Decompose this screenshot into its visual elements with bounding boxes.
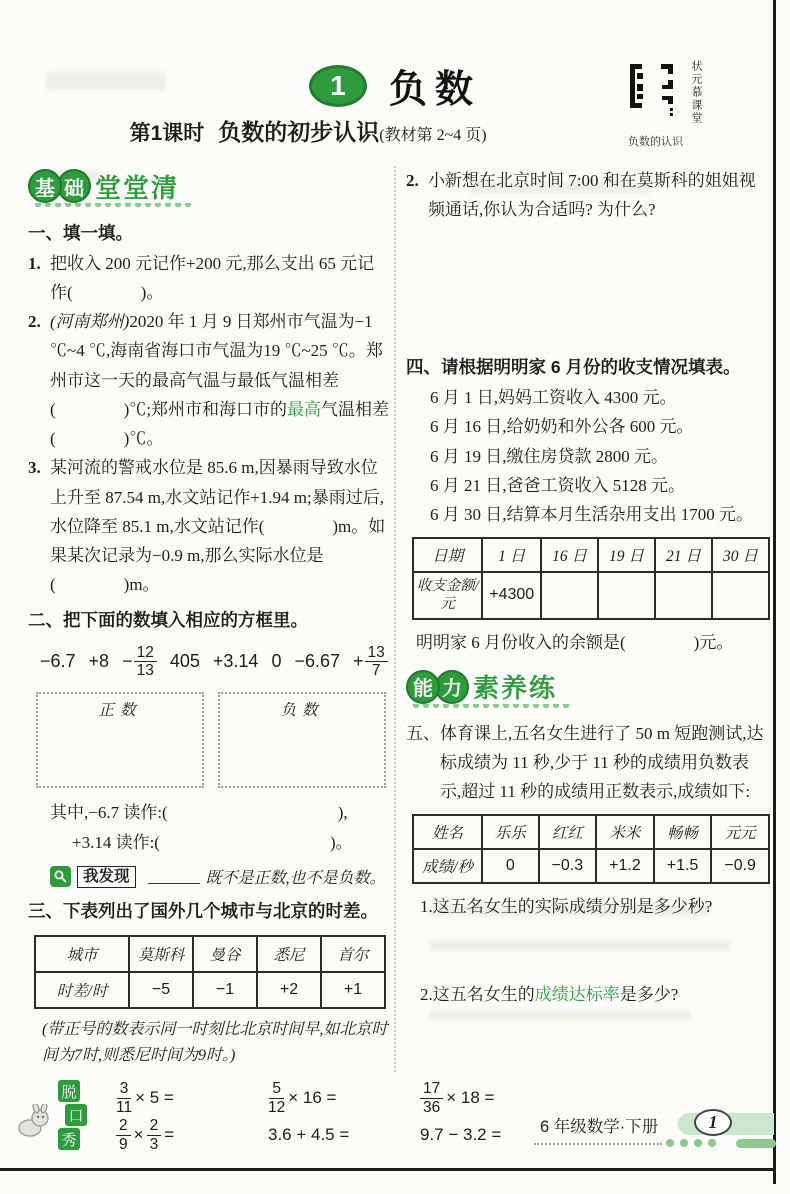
badge-circle: 能	[406, 670, 440, 704]
numerator: 3	[117, 1080, 132, 1098]
table-cell: 收支金额/元	[413, 572, 482, 618]
expression-tail: × 5 =	[135, 1088, 174, 1107]
table-row	[413, 849, 769, 883]
section-header-ability	[406, 665, 770, 709]
math-expression	[116, 1118, 268, 1152]
magnifier-icon	[50, 866, 71, 887]
answer-blank	[148, 870, 200, 884]
table-cell: 米米	[596, 815, 654, 849]
table-note: (带正号的数表示同一时刻比北京时间早,如北京时间为7时,则悉尼时间为9时。)	[42, 1020, 388, 1065]
question-text: 气温相差( )℃。	[50, 399, 390, 449]
numerator: 12	[134, 644, 157, 662]
expression-tail: × 18 =	[446, 1088, 495, 1107]
question-number: 2.	[406, 171, 419, 190]
table-cell: 姓名	[413, 815, 482, 849]
table-cell: 畅畅	[654, 815, 712, 849]
income-line: 6 月 16 日,给奶奶和外公各 600 元。	[430, 417, 694, 437]
table-cell: 红红	[539, 815, 597, 849]
table-cell: −0.9	[711, 849, 769, 883]
footer-dotted-line	[534, 1143, 662, 1145]
oral-column-1	[116, 1076, 268, 1164]
badge-circle: 基	[28, 169, 62, 203]
race-results-table	[412, 814, 770, 884]
question-1-2	[28, 307, 390, 453]
number-item-fraction	[122, 644, 157, 680]
number-item: −6.7	[40, 651, 76, 672]
table-row	[413, 538, 769, 572]
book-footer	[534, 1105, 774, 1161]
table-cell: 莫斯科	[129, 936, 193, 972]
fraction-sign: −	[122, 651, 133, 672]
table-cell: 1 日	[482, 538, 541, 572]
table-row	[413, 572, 769, 618]
fraction	[116, 1080, 132, 1116]
math-expression: 9.7 − 3.2 =	[420, 1125, 502, 1144]
part3-heading: 三、下表列出了国外几个城市与北京的时差。	[28, 901, 378, 922]
denominator: 12	[268, 1098, 286, 1116]
box-label: 负数	[280, 701, 324, 719]
fraction	[268, 1080, 285, 1116]
scallop-underline	[412, 704, 572, 711]
table-cell	[598, 572, 655, 618]
numerator: 2	[147, 1117, 162, 1135]
unit-number: 1	[330, 69, 346, 101]
fraction	[420, 1080, 443, 1116]
fraction	[365, 644, 388, 680]
table-cell: 悉尼	[257, 936, 321, 972]
lesson-textbook-ref: (教材第 2~4 页)	[379, 127, 487, 144]
number-item-fraction	[353, 644, 388, 680]
expression-tail: × 16 =	[288, 1088, 337, 1107]
unit-number-badge	[309, 65, 367, 107]
table-cell: 16 日	[541, 538, 598, 572]
fraction-sign: +	[353, 651, 364, 672]
page-number	[694, 1109, 732, 1136]
oral-practice-strip	[16, 1076, 576, 1164]
table-row	[35, 972, 385, 1008]
reading-line-2: +3.14 读作:( )。	[72, 832, 353, 852]
unit-title: 负数	[388, 69, 481, 111]
denominator: 7	[371, 662, 381, 680]
balance-question: 明明家 6 月份收入的余额是( )元。	[416, 632, 734, 652]
income-line: 6 月 30 日,结算本月生活杂用支出 1700 元。	[430, 505, 753, 525]
number-item: +3.14	[212, 651, 259, 672]
reading-line-1: 其中,−6.7 读作:( ),	[50, 802, 348, 822]
lesson-label: 第1课时	[129, 122, 205, 145]
section-title: 素养练	[473, 673, 558, 704]
question-text: 2.这五名女生的	[420, 984, 535, 1004]
sorting-boxes	[28, 690, 390, 798]
badge-square: 脱	[58, 1080, 80, 1102]
table-cell: 时差/时	[35, 972, 129, 1008]
lesson-subtitle	[0, 114, 616, 147]
table-cell: +1.5	[654, 849, 712, 883]
discovery-note	[50, 865, 390, 888]
fraction	[134, 644, 157, 680]
income-line: 6 月 19 日,缴住房贷款 2800 元。	[430, 446, 668, 466]
table-cell: 元元	[711, 815, 769, 849]
scallop-underline	[34, 203, 194, 210]
question-number: 2.	[28, 312, 41, 332]
numerator: 2	[116, 1117, 131, 1135]
part2-heading: 二、把下面的数填入相应的方框里。	[28, 610, 308, 631]
denominator: 13	[136, 662, 154, 680]
part1-heading: 一、填一填。	[28, 223, 133, 243]
oral-badge	[58, 1076, 88, 1164]
question-5-2	[406, 980, 770, 1009]
table-cell: 成绩/秒	[413, 849, 482, 883]
numerator: 5	[269, 1080, 284, 1098]
timezone-table	[34, 935, 386, 1009]
discover-text: 既不是正数,也不是负数。	[205, 870, 386, 888]
income-line: 6 月 1 日,妈妈工资收入 4300 元。	[430, 388, 677, 408]
table-cell: 0	[482, 849, 539, 883]
table-cell: −5	[129, 972, 193, 1008]
question-3-2	[406, 166, 770, 224]
fraction	[147, 1117, 162, 1153]
left-column	[28, 160, 390, 1072]
section-title: 堂堂清	[95, 172, 180, 203]
right-column	[402, 160, 770, 1072]
column-divider	[394, 166, 396, 1072]
question-text: 2020 年 1 月 9 日郑州市气温为−1 ℃~4 ℃,海南省海口市气温为19 ℃~25 ℃。郑州市这一天的最高气温与最低气温相差( )℃;郑州市和海口市的	[50, 312, 383, 419]
part5-intro: 五、体育课上,五名女生进行了 50 m 短跑测试,达标成绩为 11 秒,少于 11 秒的成绩用负数表示,超过 11 秒的成绩用正数表示,成绩如下:	[406, 723, 764, 802]
table-cell: 乐乐	[482, 815, 539, 849]
math-expression	[116, 1078, 268, 1118]
question-text: 把收入 200 元记作+200 元,那么支出 65 元记作( )。	[50, 253, 375, 302]
table-cell: 19 日	[598, 538, 655, 572]
table-cell: −1	[193, 972, 257, 1008]
table-cell	[655, 572, 712, 618]
table-cell: 21 日	[655, 538, 712, 572]
section-header-basic	[28, 164, 390, 208]
denominator: 9	[119, 1135, 128, 1153]
badge-circle: 力	[435, 670, 469, 704]
number-item: −6.67	[294, 651, 340, 672]
table-cell: +4300	[482, 572, 541, 618]
mascot-icon	[16, 1076, 58, 1164]
footer-dash	[736, 1139, 776, 1148]
table-cell: 30 日	[712, 538, 769, 572]
question-text: 是多少?	[619, 984, 679, 1004]
table-cell: +1	[321, 972, 385, 1008]
question-text: 某河流的警戒水位是 85.6 m,因暴雨导致水位上升至 87.54 m,水文站记作+1.94 m;暴雨过后,水位降至 85.1 m,水文站记作( )m。如果某次记录为−0.9 m,那么实际水位是( )m。	[50, 458, 386, 595]
table-cell	[712, 572, 769, 618]
numerator: 17	[420, 1080, 443, 1098]
content-columns	[28, 160, 770, 1072]
page-border-bottom	[0, 1168, 776, 1171]
fraction	[116, 1117, 131, 1153]
region-tag: (河南郑州)	[50, 312, 130, 332]
footer-dot	[694, 1139, 702, 1147]
table-cell	[541, 572, 598, 618]
table-cell: −0.3	[539, 849, 597, 883]
question-number: 3.	[28, 458, 41, 478]
math-expression: 3.6 + 4.5 =	[268, 1125, 350, 1144]
footer-dot	[666, 1139, 674, 1147]
number-list	[28, 636, 390, 690]
table-cell: +1.2	[596, 849, 654, 883]
table-row	[35, 936, 385, 972]
operator: ×	[133, 1125, 144, 1144]
answer-space	[406, 922, 770, 980]
denominator: 3	[149, 1135, 159, 1153]
badge-square: 口	[65, 1104, 87, 1126]
lesson-title: 负数的初步认识	[218, 119, 380, 145]
footer-dot	[680, 1139, 688, 1147]
question-text: 小新想在北京时间 7:00 和在莫斯科的姐姐视频通话,你认为合适吗? 为什么?	[428, 171, 756, 220]
qr-caption: 负数的认识	[628, 136, 683, 148]
table-row	[413, 815, 769, 849]
qr-code-icon	[628, 60, 684, 118]
page-number-value: 1	[708, 1112, 718, 1132]
highlighted-term: 成绩达标率	[534, 984, 620, 1004]
number-item: 0	[271, 651, 282, 672]
badge-circle: 础	[57, 169, 91, 203]
table-cell: 曼谷	[193, 936, 257, 972]
footer-dot	[708, 1139, 716, 1147]
question-1-3	[28, 453, 390, 599]
table-cell: +2	[257, 972, 321, 1008]
negative-numbers-box	[218, 692, 386, 788]
badge-square: 秀	[58, 1128, 80, 1150]
page-border-right	[773, 0, 776, 1184]
discover-label: 我发现	[77, 866, 136, 888]
denominator: 11	[116, 1098, 133, 1116]
income-expense-table	[412, 537, 770, 619]
oral-column-2	[268, 1076, 420, 1164]
book-title: 6 年级数学·下册	[540, 1118, 659, 1136]
question-5-1: 1.这五名女生的实际成绩分别是多少秒?	[420, 897, 713, 917]
table-cell: 首尔	[321, 936, 385, 972]
question-1-1	[28, 249, 390, 307]
positive-numbers-box	[36, 692, 204, 788]
income-line: 6 月 21 日,爸爸工资收入 5128 元。	[430, 475, 685, 495]
highlighted-word: 最高	[287, 399, 322, 419]
denominator: 36	[423, 1098, 441, 1116]
part4-heading: 四、请根据明明家 6 月份的收支情况填表。	[406, 357, 741, 378]
number-item: 405	[169, 651, 200, 672]
table-cell: 日期	[413, 538, 482, 572]
math-expression	[268, 1078, 420, 1118]
box-label: 正数	[98, 701, 142, 719]
table-cell: 城市	[35, 936, 129, 972]
answer-space	[406, 224, 770, 352]
question-number: 1.	[28, 253, 41, 273]
numerator: 13	[365, 644, 388, 662]
qr-brand-label: 状元慕课堂	[690, 60, 702, 125]
expression-tail: =	[164, 1125, 175, 1144]
qr-block	[628, 60, 738, 149]
number-item: +8	[88, 651, 110, 672]
